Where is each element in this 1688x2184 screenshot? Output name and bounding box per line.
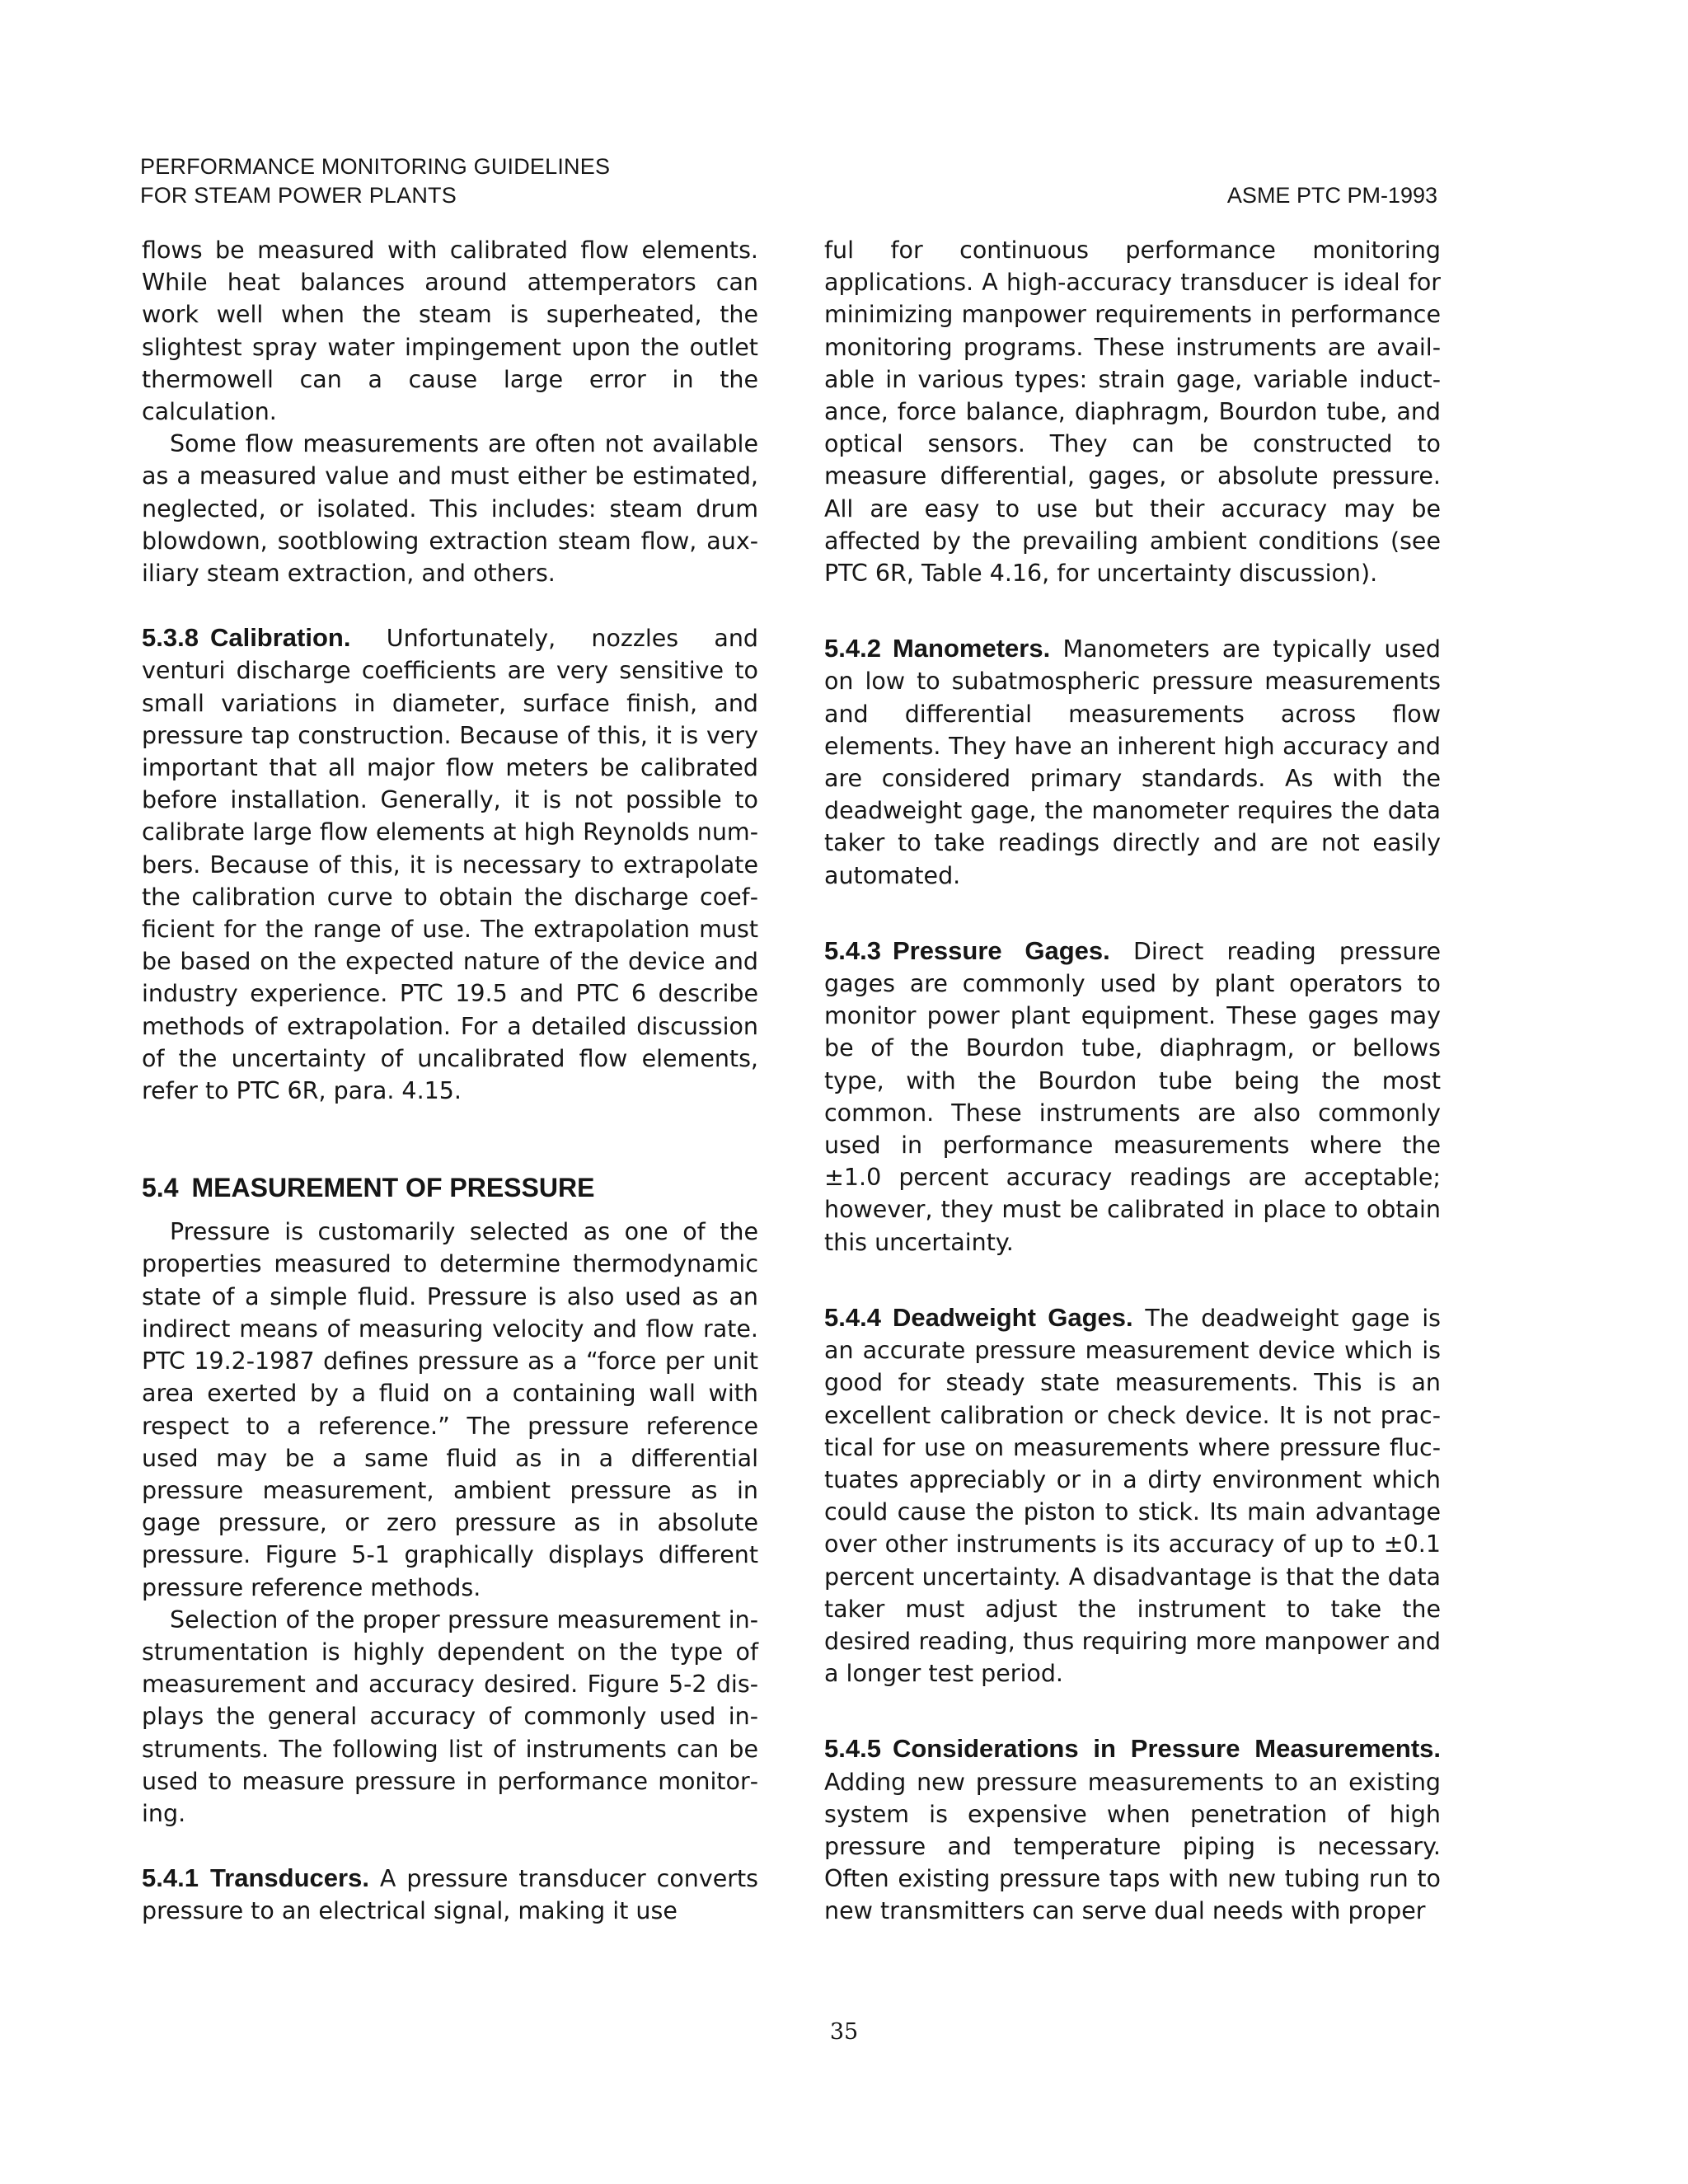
section-text: Unfortunately, nozzles and venturi discharge coefficients are very sensitive to small variations in diameter, surface finish, and pressure tap construction. Because of this, it is very important that all major flow meters be calibrated before installation. Generally, it is not possible to calibrate large flow elements at high Reynolds numbers. Because of this, it is necessary to extrapolate the calibration curve to obtain the discharge coefficient for the range of use. The extrapolation must be based on the expected nature of the device and industry experience. PTC 19.5 and PTC 6 describe methods of extrapolation. For a detailed discussion of the uncertainty of uncalibrated flow elements, refer to PTC 6R, para. 4.15.: [142, 625, 759, 1105]
section-heading: [824, 936, 1110, 965]
paragraph: Some flow measurements are often not available as a measured value and must either be estimated, neglected, or isolated. This includes: steam drum blowdown, sootblowing extraction steam flow, auxiliary steam extraction, and others.: [142, 430, 758, 588]
section-5-4-2: [824, 632, 1441, 892]
paragraph: Selection of the proper pressure measurement instrumentation is highly dependent on the type of measurement and accuracy desired. Figure 5-2 displays the general accuracy of commonly used instruments. The following list of instruments can be used to measure pressure in performance monitoring.: [142, 1605, 758, 1827]
section-title: MEASUREMENT OF PRESSURE: [191, 1173, 595, 1203]
section-heading: [824, 634, 1050, 663]
right-column: [824, 234, 1441, 1928]
section-number: 5.4.1: [142, 1863, 199, 1893]
section-title: Calibration.: [209, 623, 351, 653]
section-5-4-3: [824, 935, 1441, 1258]
section-heading: [142, 623, 350, 652]
section-text: Direct reading pressure gages are commonly used by plant operators to monitor power plant equipment. These gages may be of the Bourdon tube, diaphragm, or bellows type, with the Bourdon tube being the most common. These instruments are also commonly used in performance measurements where the ±1.0 percent accuracy readings are acceptable; however, they must be calibrated in place to obtain this uncertainty.: [824, 937, 1442, 1256]
section-number: 5.4: [142, 1173, 179, 1203]
section-heading: [824, 1734, 1441, 1763]
section-heading: [142, 1863, 369, 1892]
section-text: Adding new pressure measurements to an existing system is expensive when penetration of high pressure and temperature piping is necessary. Often existing pressure taps with new tubing run to new transmitters can serve dual needs with proper: [824, 1768, 1441, 1925]
header-title-line-2: FOR STEAM POWER PLANTS: [140, 183, 457, 208]
paragraph: flows be measured with calibrated flow elements. While heat balances around attemperators can work well when the steam is superheated, the slightest spray water impingement upon the outlet thermowell can a cause large error in the calculation.: [142, 237, 758, 426]
header-title-line-1: PERFORMANCE MONITORING GUIDELINES: [140, 154, 611, 179]
section-5-4-heading: [142, 1171, 758, 1204]
section-title: Manometers.: [892, 634, 1051, 663]
section-5-3-8: [142, 621, 758, 1107]
section-title: Deadweight Gages.: [892, 1302, 1133, 1332]
section-text: A pressure transducer converts pressure to an electrical signal, making it use: [142, 1865, 758, 1925]
section-title: Considerations in Pressure Measurements.: [892, 1734, 1441, 1764]
section-number: 5.4.4: [824, 1302, 881, 1332]
paragraph: Pressure is customarily selected as one of the properties measured to determine thermodynamic state of a simple fluid. Pressure is also used as an indirect means of measuring velocity and flow rate. PTC 19.2-1987 defines pressure as a “force per unit area exerted by a fluid on a containing wall with respect to a reference.” The pressure reference used may be a same fluid as in a differential pressure measurement, ambient pressure as in gage pressure, or zero pressure as in absolute pressure. Figure 5-1 graphically displays different pressure reference methods.: [142, 1218, 758, 1601]
section-number: 5.4.2: [824, 634, 881, 663]
section-5-4-5: [824, 1732, 1441, 1927]
paragraph: ful for continuous performance monitoring applications. A high-accuracy transducer is ideal for minimizing manpower requirements in performance monitoring programs. These instruments are available in various types: strain gage, variable inductance, force balance, diaphragm, Bourdon tube, and optical sensors. They can be constructed to measure differential, gages, or absolute pressure. All are easy to use but their accuracy may be affected by the prevailing ambient conditions (see PTC 6R, Table 4.16, for uncertainty discussion).: [824, 237, 1441, 588]
document-code: ASME PTC PM-1993: [1226, 183, 1437, 208]
left-column: [142, 234, 758, 1928]
section-5-4-4: [824, 1301, 1441, 1690]
section-title: Transducers.: [209, 1863, 369, 1893]
section-heading: [824, 1303, 1133, 1332]
section-number: 5.3.8: [142, 623, 199, 653]
section-text: Manometers are typically used on low to subatmospheric pressure measurements and differential measurements across flow elements. They have an inherent high accuracy and are considered primary standards. As with the deadweight gage, the manometer requires the data taker to take readings directly and are not easily automated.: [824, 635, 1441, 889]
section-number: 5.4.3: [824, 935, 881, 965]
section-title: Pressure Gages.: [892, 935, 1110, 965]
section-number: 5.4.5: [824, 1734, 881, 1764]
section-5-4-1: [142, 1862, 758, 1927]
page-number: 35: [829, 2019, 859, 2045]
section-text: The deadweight gage is an accurate pressure measurement device which is good for steady state measurements. This is an excellent calibration or check device. It is not practical for use on measurements where pressure fluctuates appreciably or in a dirty environment which could cause the piston to stick. Its main advantage over other instruments is its accuracy of up to ±0.1 percent uncertainty. A disadvantage is that the data taker must adjust the instrument to take the desired reading, thus requiring more manpower and a longer test period.: [824, 1304, 1441, 1688]
running-header: [140, 152, 610, 210]
